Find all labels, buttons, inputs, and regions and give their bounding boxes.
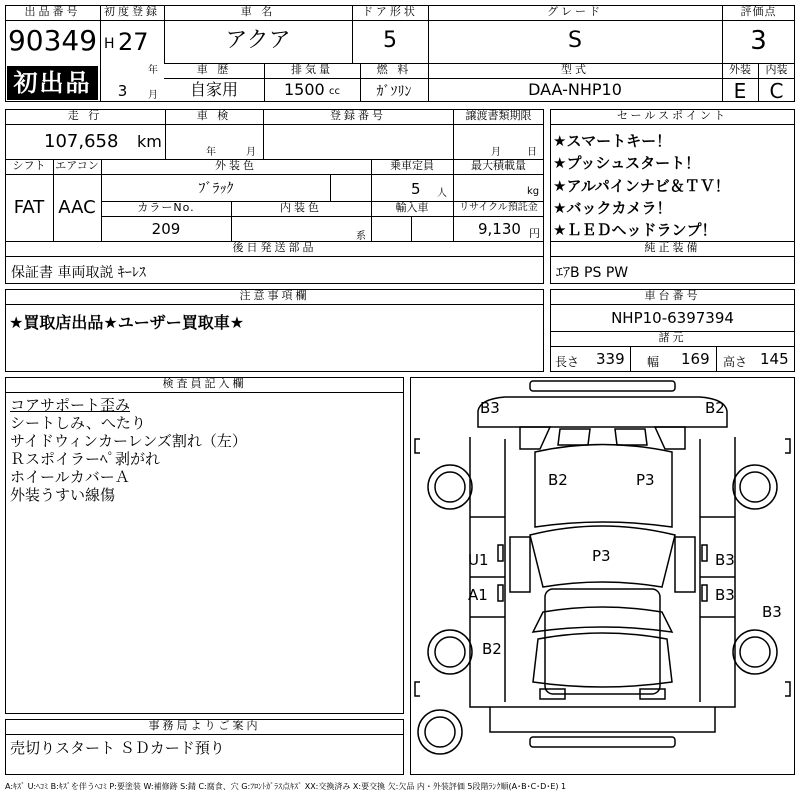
- mark-hood-left: B2: [548, 471, 568, 489]
- chassis-label: 車台番号: [644, 289, 701, 302]
- exterior-color: ﾌﾞﾗｯｸ: [198, 181, 234, 197]
- mark-left-rear-door: A1: [468, 586, 488, 604]
- history: 自家用: [189, 80, 238, 99]
- transfer-label: 譲渡書類期限: [465, 109, 532, 122]
- month: 3: [117, 82, 128, 100]
- month-unit: 月: [148, 90, 158, 101]
- doors: 5: [383, 28, 397, 53]
- office-text: 売切りスタート ＳＤカード預り: [10, 739, 225, 757]
- recycle-label: リサイクル預託金: [459, 202, 538, 213]
- inspector-line: Ｒスポイラーﾍﾟ剥がれ: [10, 450, 161, 468]
- footer-legend: A:ｷｽﾞ U:ﾍｺﾐ B:ｷｽﾞを伴うﾍｺﾐ P:要塗装 W:補修跡 S:錆 C:腐食、穴 G:ﾌﾛﾝﾄｶﾞﾗｽ点ｷｽﾞ XX:交換済み X:要交換 欠:欠品 内・外装評価 5段階ﾗﾝｸ順(A･B･C･D･E) 1: [5, 782, 567, 791]
- inspector-label: 検査員記入欄: [162, 377, 247, 390]
- width-label: 幅: [647, 355, 660, 369]
- interior-color-unit: 系: [356, 231, 366, 242]
- history-label: 車 歴: [196, 63, 232, 76]
- exterior-grade: E: [733, 79, 747, 103]
- year: 27: [118, 28, 149, 56]
- color-no: 209: [151, 220, 181, 238]
- inspection-label: 車 検: [196, 109, 232, 122]
- car-name-label: 車 名: [240, 5, 276, 18]
- sales-label: セールスポイント: [616, 109, 728, 122]
- sales-point: ★プッシュスタート！: [553, 154, 701, 172]
- sales-point: ★ＬＥＤヘッドランプ！: [553, 221, 717, 239]
- mark-left-rear: B2: [482, 640, 502, 658]
- mark-right-rear-door: B3: [715, 586, 735, 604]
- lot-number: 90349: [7, 24, 98, 57]
- notes-text: ★買取店出品★ユーザー買取車★: [9, 313, 245, 332]
- shift-label: シフト: [12, 159, 46, 172]
- later-label: 後日発送部品: [232, 241, 317, 254]
- reg-label: 登録番号: [330, 109, 386, 122]
- mileage-label: 走 行: [67, 109, 103, 122]
- interior-label: 内装: [765, 63, 788, 76]
- inspector-line: 外装うすい線傷: [10, 486, 116, 504]
- equip-label: 純正装備: [644, 241, 701, 254]
- width: 169: [681, 350, 710, 368]
- color-no-label: カラーNo.: [137, 201, 195, 214]
- equipment: ｴｱB PS PW: [556, 265, 629, 281]
- ac-label: エアコン: [55, 159, 99, 172]
- import-label: 輸入車: [395, 201, 429, 214]
- lot-label: 出品番号: [24, 5, 81, 18]
- exterior-color-label: 外装色: [215, 159, 257, 172]
- recycle-unit: 円: [529, 227, 540, 240]
- first-listing-badge: 初出品: [7, 66, 98, 100]
- mark-right-front-door: B3: [715, 551, 735, 569]
- max-load-unit: kg: [527, 186, 540, 197]
- mark-right-side: B3: [762, 603, 782, 621]
- mark-left-front-door: U1: [468, 551, 489, 569]
- notes-label: 注意事項欄: [239, 289, 310, 302]
- sales-point: ★アルパインナビ＆ＴＶ！: [553, 177, 730, 195]
- sales-point: ★バックカメラ！: [553, 199, 672, 217]
- mark-front-left: B3: [480, 399, 500, 417]
- transfer-month-unit: 月: [491, 147, 501, 158]
- mark-roof: P3: [592, 547, 611, 565]
- era: H: [104, 36, 115, 52]
- max-load-label: 最大積載量: [471, 159, 526, 172]
- year-unit: 年: [148, 65, 158, 76]
- exterior-label: 外装: [729, 63, 751, 76]
- fuel-label: 燃 料: [376, 63, 412, 76]
- mileage: 107,658: [44, 131, 119, 152]
- chassis-number: NHP10-6397394: [611, 309, 734, 327]
- mileage-unit: km: [137, 132, 162, 151]
- displacement-label: 排気量: [291, 63, 333, 76]
- mark-hood-right: P3: [636, 471, 655, 489]
- first-reg-label: 初度登録: [104, 5, 160, 18]
- car-diagram: [410, 377, 795, 775]
- grade-label: グレード: [547, 5, 603, 18]
- capacity-unit: 人: [437, 188, 447, 199]
- office-label: 事務局よりご案内: [148, 719, 261, 732]
- model: DAA-NHP10: [528, 80, 622, 99]
- mark-front-right: B2: [705, 399, 725, 417]
- displacement: 1500: [284, 80, 325, 99]
- length: 339: [596, 350, 625, 368]
- length-label: 長さ: [555, 355, 580, 369]
- car-name: アクア: [225, 28, 291, 53]
- inspector-line: シートしみ、へたり: [10, 414, 146, 432]
- ac: AAC: [58, 197, 96, 218]
- insp-year-unit: 年: [206, 147, 216, 158]
- capacity-label: 乗車定員: [390, 159, 434, 172]
- transfer-day-unit: 日: [527, 147, 537, 158]
- interior-grade: C: [769, 79, 784, 103]
- insp-month-unit: 月: [246, 147, 256, 158]
- displacement-unit: cc: [329, 86, 340, 97]
- dims-label: 諸元: [658, 331, 687, 344]
- model-label: 型式: [561, 63, 589, 76]
- later-parts: 保証書 車両取説 ｷｰﾚｽ: [11, 265, 146, 281]
- interior-color-label: 内装色: [280, 201, 322, 214]
- recycle: 9,130: [478, 220, 521, 238]
- height-label: 高さ: [723, 355, 748, 369]
- grade: S: [568, 28, 582, 53]
- inspector-line: ホイールカバーＡ: [10, 468, 130, 486]
- height: 145: [760, 350, 789, 368]
- score-label: 評価点: [740, 5, 777, 18]
- shift: FAT: [13, 197, 45, 218]
- capacity: 5: [411, 180, 421, 198]
- inspector-line: コアサポート歪み: [10, 396, 131, 414]
- fuel: ｶﾞｿﾘﾝ: [376, 84, 412, 100]
- sales-point: ★スマートキー！: [553, 132, 672, 150]
- score: 3: [750, 26, 767, 56]
- door-label: ドア形状: [362, 5, 418, 18]
- inspector-line: サイドウィンカーレンズ割れ（左）: [10, 432, 247, 450]
